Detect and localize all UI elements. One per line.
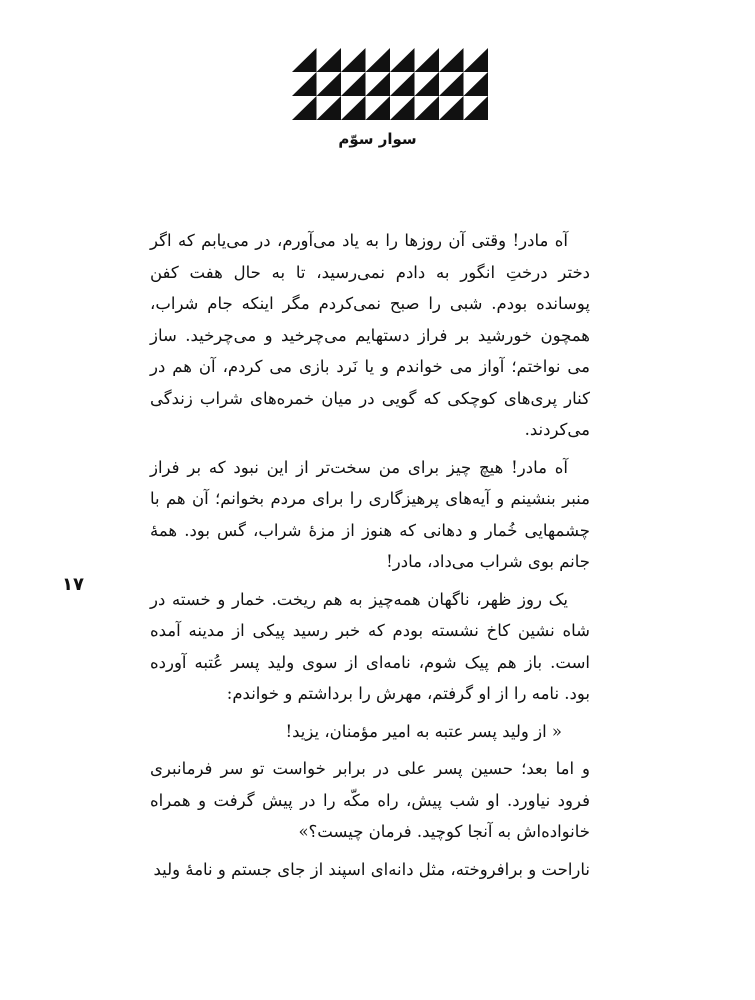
ornament-triangle [439,72,464,96]
ornament-triangle [390,72,415,96]
quote-opening: « از ولید پسر عتبه به امیر مؤمنان، یزید! [285,721,562,741]
ornament-triangle [292,96,317,120]
ornament-triangle [317,48,342,72]
paragraph-1: آه مادر! وقتی آن روزها را به یاد می‌آورم، در می‌یابم که اگر دختر درختِ انگور به دادم نمی‌رسید، تا به حال هفت کفن پوسانده بودم. شبی را صبح نمی‌کردم مگر اینکه جام شراب، همچون خورشید بر فراز دستهایم می‌چرخید و می‌چرخید. ساز می نواختم؛ آواز می خواندم و یا نَرد بازی می کردم، آن هم در کنار پری‌های کوچکی که گویی در میان خمره‌های شراب زندگی می‌کردند. [150,231,590,439]
ornament-triangle [464,48,489,72]
ornament-triangle [415,96,440,120]
ornament-triangle [464,72,489,96]
ornament-triangle [317,72,342,96]
ornament-triangle [292,72,317,96]
chapter-title: سوار سوّم [338,130,417,148]
ornament-triangle [366,72,391,96]
ornament-triangle [439,48,464,72]
ornament-triangle [390,48,415,72]
ornament-triangle [390,96,415,120]
ornament-triangle [341,48,366,72]
paragraph-4: و اما بعد؛ حسین پسر علی در برابر خواست تو سر فرمانبری فرود نیاورد. او شب پیش، راه مکّه را در پیش گرفت و همراه خانواده‌اش به آنجا کوچید. فرمان چیست؟» [150,759,590,841]
ornament-triangle [292,48,317,72]
ornament-triangle [464,96,489,120]
ornament-triangle [317,96,342,120]
ornament-triangle [415,72,440,96]
ornament-triangle [366,48,391,72]
ornament-triangle [341,96,366,120]
page-number: ۱۷ [62,574,84,595]
paragraph-3: یک روز ظهر، ناگهان همه‌چیز به هم ریخت. خمار و خسته در شاه نشین کاخ نشسته بودم که خبر رسید پیکی از مدینه آمده است. باز هم پیک شوم، نامه‌ای از سوی ولید پسر عُتبه آورده بود. نامه را از او گرفتم، مهرش را برداشتم و خواندم: [150,589,590,703]
ornament-triangle [341,72,366,96]
ornament-triangle [415,48,440,72]
body-text [150,225,590,891]
ornament-triangle [439,96,464,120]
paragraph-5: ناراحت و برافروخته، مثل دانه‌ای اسپند از جای جستم و نامهٔ ولید [153,859,590,879]
ornament-triangle [366,96,391,120]
paragraph-2: آه مادر! هیچ چیز برای من سخت‌تر از این نبود که بر فراز منبر بنشینم و آیه‌های پرهیزگاری را برای مردم بخوانم؛ آن هم با چشمهایی خُمار و دهانی که هنوز از مزهٔ شراب، گس بود. همهٔ جانم بوی شراب می‌داد، مادر! [150,457,590,571]
triangle-ornament [292,48,488,120]
